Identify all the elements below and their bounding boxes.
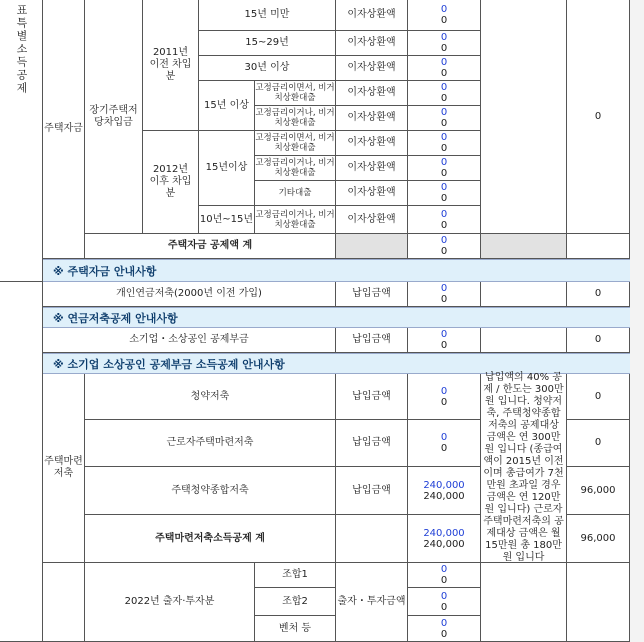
loan-text: 고정금리이거나, 비거치상환대출 xyxy=(255,158,335,178)
amount-value: 0 xyxy=(440,294,448,305)
total-value: 240,000 xyxy=(423,538,465,550)
type-cell xyxy=(336,467,408,515)
investment-item-text: 조합1 xyxy=(282,569,308,580)
housing-savings-category-text: 주택마련저축 xyxy=(44,456,83,479)
before-2011-label xyxy=(143,0,199,131)
period-15-29 xyxy=(199,31,336,56)
after-2012-label xyxy=(143,131,199,234)
period-15-plus-b xyxy=(199,131,255,206)
loan-type xyxy=(255,106,336,131)
period-text: 10년~15년 xyxy=(199,213,254,225)
period-10-15 xyxy=(199,206,255,234)
amount-value: 0 xyxy=(440,15,448,26)
amount-cell[interactable] xyxy=(408,563,481,588)
type-text: 이자상환액 xyxy=(347,187,396,198)
amount-value: 0 xyxy=(440,443,448,454)
savings-total-result xyxy=(567,515,630,563)
savings-label-text: 근로자주택마련저축 xyxy=(166,437,254,448)
amount-input[interactable]: 0 xyxy=(440,132,448,143)
type-text: 이자상환액 xyxy=(347,62,396,73)
amount-cell[interactable] xyxy=(408,131,481,156)
type-cell xyxy=(336,328,408,353)
investment-type xyxy=(336,563,408,642)
amount-input[interactable]: 0 xyxy=(440,157,448,168)
savings-label xyxy=(85,420,336,467)
loan-type xyxy=(255,81,336,106)
amount-input[interactable]: 0 xyxy=(440,385,448,397)
savings-label-text: 청약저축 xyxy=(190,390,230,402)
period-text: 30년 이상 xyxy=(244,62,290,73)
result-text: 0 xyxy=(594,390,602,402)
type-cell xyxy=(336,374,408,420)
after-2012-text: 2012년 이후 차입분 xyxy=(149,164,192,199)
amount-input[interactable]: 0 xyxy=(440,107,448,118)
amount-cell[interactable] xyxy=(408,616,481,642)
amount-value: 0 xyxy=(440,340,448,351)
amount-cell[interactable] xyxy=(408,374,481,420)
amount-cell[interactable] xyxy=(408,0,481,31)
result-text: 0 xyxy=(594,288,602,299)
amount-input[interactable]: 240,000 xyxy=(423,479,465,491)
result-text: 0 xyxy=(594,437,602,448)
housing-fund-result xyxy=(567,0,630,234)
investment-category xyxy=(85,563,255,642)
amount-value: 0 xyxy=(440,396,448,408)
amount-cell[interactable] xyxy=(408,56,481,81)
investment-item xyxy=(255,588,336,616)
amount-value: 0 xyxy=(440,168,448,179)
grey-cell xyxy=(336,234,408,259)
housing-savings-category xyxy=(43,374,85,563)
notice-text: ※ 소기업 소상공인 공제부금 소득공제 안내사항 xyxy=(53,357,285,371)
amount-input[interactable]: 0 xyxy=(440,283,448,294)
type-cell xyxy=(336,106,408,131)
type-text: 납입금액 xyxy=(352,288,391,299)
savings-result xyxy=(567,420,630,467)
housing-fund-category xyxy=(43,0,85,259)
total-value: 0 xyxy=(440,246,448,257)
amount-input[interactable]: 0 xyxy=(440,82,448,93)
loan-text: 고정금리이거나, 비거치상환대출 xyxy=(255,108,335,128)
amount-input[interactable]: 0 xyxy=(440,564,448,575)
amount-cell[interactable] xyxy=(408,328,481,353)
type-text: 납입금액 xyxy=(352,390,391,402)
amount-value: 0 xyxy=(440,193,448,204)
pension-label xyxy=(43,282,336,307)
housing-fund-category-text: 주택자금 xyxy=(44,123,83,134)
type-cell xyxy=(336,206,408,234)
result-text: 0 xyxy=(594,110,602,122)
savings-total-label xyxy=(85,515,336,563)
housing-fund-total-label xyxy=(85,234,336,259)
amount-input[interactable]: 0 xyxy=(440,432,448,443)
amount-value: 0 xyxy=(440,93,448,104)
notice-housing[interactable] xyxy=(43,259,630,282)
amount-value: 0 xyxy=(440,143,448,154)
amount-input[interactable]: 0 xyxy=(440,617,448,629)
savings-result xyxy=(567,467,630,515)
amount-input[interactable]: 0 xyxy=(440,57,448,68)
amount-value: 0 xyxy=(440,219,448,231)
type-text: 출자・투자금액 xyxy=(337,596,406,607)
savings-result xyxy=(567,374,630,420)
period-15-plus xyxy=(199,81,255,131)
savings-label-text: 주택청약종합저축 xyxy=(171,484,249,496)
long-term-mortgage-text: 장기주택저당차입금 xyxy=(89,104,138,128)
result-text: 96,000 xyxy=(580,484,616,496)
savings-total-values xyxy=(408,515,481,563)
type-text: 이자상환액 xyxy=(347,213,396,225)
notice-smallbiz[interactable] xyxy=(43,353,630,374)
empty-cell xyxy=(481,563,567,642)
amount-value: 0 xyxy=(440,601,448,613)
type-cell xyxy=(336,0,408,31)
type-text: 이자상환액 xyxy=(347,87,396,98)
type-text: 이자상환액 xyxy=(347,112,396,123)
amount-cell[interactable] xyxy=(408,156,481,181)
amount-value: 0 xyxy=(440,43,448,54)
result-text: 0 xyxy=(594,334,602,345)
type-cell xyxy=(336,56,408,81)
amount-cell[interactable] xyxy=(408,81,481,106)
loan-text: 기타대출 xyxy=(278,188,312,198)
amount-input[interactable]: 0 xyxy=(440,182,448,193)
amount-value: 240,000 xyxy=(423,490,465,502)
type-text: 이자상환액 xyxy=(347,162,396,173)
loan-text: 고정금리이면서, 비거치상환대출 xyxy=(255,133,335,153)
type-text: 이자상환액 xyxy=(347,137,396,148)
period-under15 xyxy=(199,0,336,31)
amount-cell[interactable] xyxy=(408,181,481,206)
type-cell xyxy=(336,282,408,307)
period-text: 15~29년 xyxy=(245,37,289,48)
housing-fund-note xyxy=(481,0,567,234)
amount-value: 0 xyxy=(440,68,448,79)
pension-label-text: 개인연금저축(2000년 이전 가입) xyxy=(116,288,262,299)
type-text: 납입금액 xyxy=(352,334,391,345)
loan-type xyxy=(255,156,336,181)
savings-label xyxy=(85,467,336,515)
notice-pension[interactable] xyxy=(43,307,630,328)
amount-value: 0 xyxy=(440,575,448,586)
total-value: 240,000 xyxy=(423,527,465,539)
type-cell xyxy=(336,156,408,181)
type-text: 납입금액 xyxy=(352,437,391,448)
amount-cell[interactable] xyxy=(408,420,481,467)
amount-cell[interactable] xyxy=(408,106,481,131)
type-cell xyxy=(336,420,408,467)
investment-item xyxy=(255,563,336,588)
amount-cell[interactable] xyxy=(408,31,481,56)
amount-cell[interactable] xyxy=(408,467,481,515)
amount-cell[interactable] xyxy=(408,588,481,616)
amount-value: 0 xyxy=(440,628,448,640)
empty-cell xyxy=(43,563,85,642)
side-label: 표특별소득공제 xyxy=(15,4,28,95)
savings-note xyxy=(481,374,567,563)
long-term-mortgage xyxy=(85,0,143,234)
total-label-text: 주택마련저축소득공제 계 xyxy=(155,532,265,544)
amount-cell[interactable] xyxy=(408,206,481,234)
period-text: 15년 이상 xyxy=(204,99,249,111)
scroll-gutter xyxy=(630,0,644,642)
period-30-plus xyxy=(199,56,336,81)
total-value: 0 xyxy=(440,235,448,246)
notice-text: ※ 주택자금 안내사항 xyxy=(53,264,157,278)
period-text: 15년이상 xyxy=(205,162,248,173)
loan-text: 고정금리이면서, 비거치상환대출 xyxy=(255,83,335,103)
loan-type xyxy=(255,131,336,156)
empty-cell xyxy=(481,328,567,353)
empty-cell xyxy=(481,282,567,307)
type-text: 이자상환액 xyxy=(347,9,396,20)
empty-cell xyxy=(336,515,408,563)
notice-text: ※ 연금저축공제 안내사항 xyxy=(53,311,178,325)
period-text: 15년 미만 xyxy=(244,9,290,20)
loan-type xyxy=(255,206,336,234)
type-cell xyxy=(336,131,408,156)
savings-note-text: 납입액의 40% 공제 / 한도는 300만원 입니다. 청약저축, 주택청약종합저축의 공제대상 금액은 연 300만원 입니다 (종급여액이 2015년 이전이며 총급여가 7천만원 초과일 경우 금액은 연 120만원 입니다) 근로자주택마련저축의 공제대상 금액은 월 15만원 총 180만 원 입니다 xyxy=(483,372,564,563)
small-biz-label xyxy=(43,328,336,353)
side-label-cell-2 xyxy=(0,282,43,642)
housing-fund-total-values xyxy=(408,234,481,259)
investment-item-text: 벤처 등 xyxy=(278,622,312,634)
type-cell xyxy=(336,81,408,106)
amount-input[interactable]: 0 xyxy=(440,32,448,43)
investment-category-text: 2022년 출자·투자분 xyxy=(124,596,215,607)
result-text: 96,000 xyxy=(580,532,616,544)
type-cell xyxy=(336,31,408,56)
savings-label xyxy=(85,374,336,420)
pension-result xyxy=(567,282,630,307)
loan-type xyxy=(255,181,336,206)
small-biz-label-text: 소기업・소상공인 공제부금 xyxy=(129,334,249,345)
type-text: 납입금액 xyxy=(352,484,391,496)
type-cell xyxy=(336,181,408,206)
amount-input[interactable]: 0 xyxy=(440,4,448,15)
empty-cell xyxy=(567,563,630,642)
amount-value: 0 xyxy=(440,118,448,129)
amount-input[interactable]: 0 xyxy=(440,329,448,340)
type-text: 이자상환액 xyxy=(347,37,396,48)
empty-cell xyxy=(567,234,630,259)
amount-input[interactable]: 0 xyxy=(440,208,448,220)
loan-text: 고정금리이거나, 비거치상환대출 xyxy=(255,209,335,230)
investment-item xyxy=(255,616,336,642)
before-2011-text: 2011년 이전 차입분 xyxy=(149,47,192,82)
investment-item-text: 조합2 xyxy=(282,595,308,607)
small-biz-result xyxy=(567,328,630,353)
side-label-cell xyxy=(0,0,43,282)
amount-cell[interactable] xyxy=(408,282,481,307)
total-label-text: 주택자금 공제액 계 xyxy=(167,240,253,251)
grey-cell xyxy=(481,234,567,259)
amount-input[interactable]: 0 xyxy=(440,590,448,602)
